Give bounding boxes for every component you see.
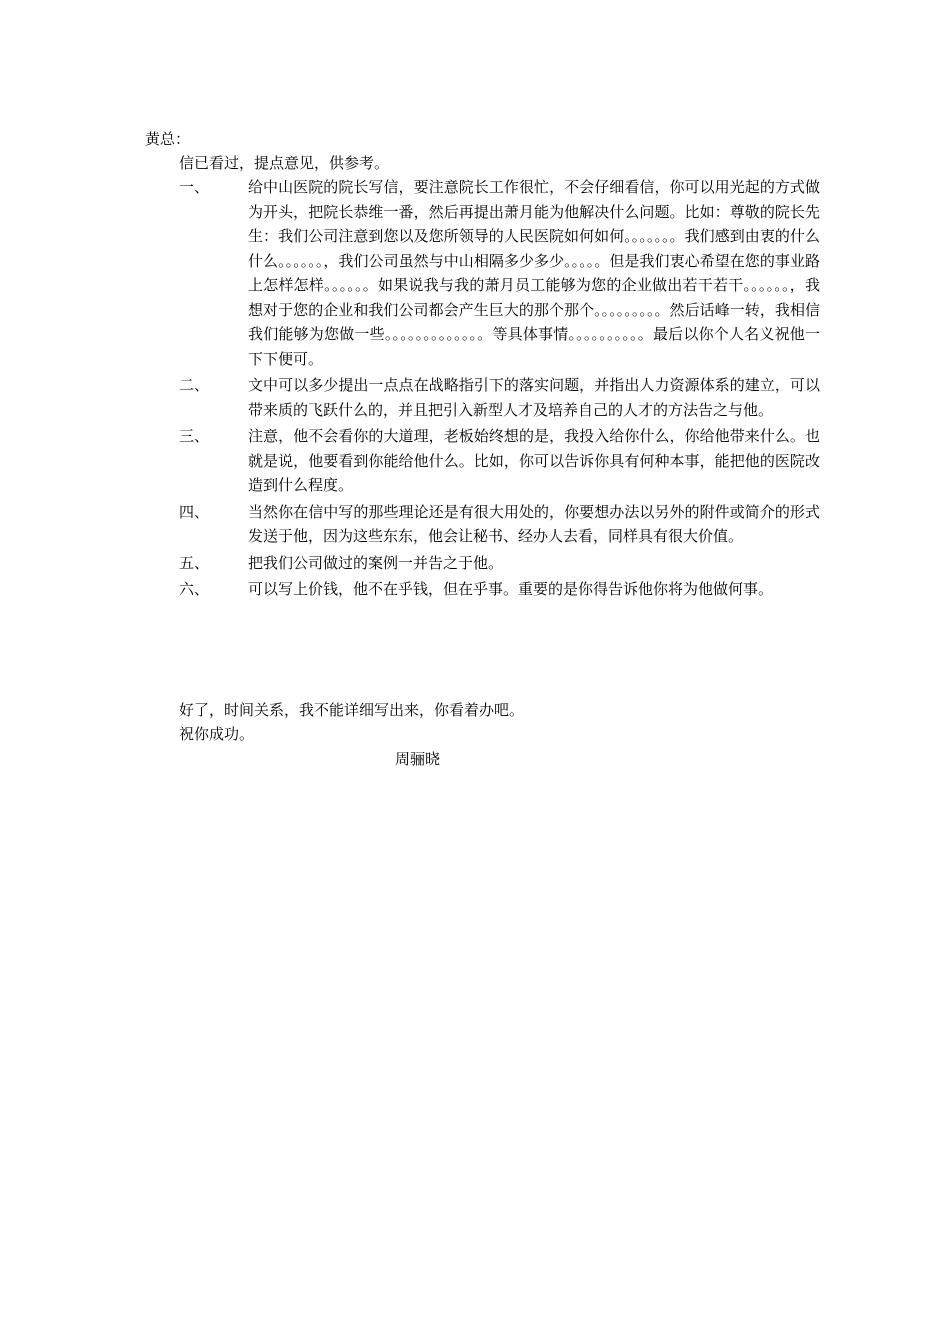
list-item-number: 五、 (179, 553, 210, 572)
list-item-text: 当然你在信中写的那些理论还是有很大用处的，你要想办法以另外的附件或简介的形式发送于他，因为这些东东，他会让秘书、经办人去看，同样具有很大价值。 (248, 502, 820, 545)
list-item (179, 373, 829, 422)
signature: 周骊晓 (395, 750, 441, 768)
list-item-number: 三、 (179, 427, 210, 445)
list-item (179, 500, 829, 549)
list-item-text: 给中山医院的院长写信，要注意院长工作很忙，不会仔细看信，你可以用光起的方式做为开头，把院长恭维一番，然后再提出萧月能为他解决什么问题。比如：尊敬的院长先生：我们公司注意到您以及您所领导的人民医院如何如何。。。。。。。我们感到由衷的什么什么。。。。。。，我们公司虽然与中山相隔多少多少。。。。。但是我们衷心希望在您的事业路上怎样怎样。。。。。。如果说我与我的萧月员工能够为您的企业做出若干若干。。。。。。，我想对于您的企业和我们公司都会产生巨大的那个那个。。。。。。。。。然后话峰一转，我相信我们能够为您做一些。。。。。。。。。。。。。等具体事情。。。。。。。。。。最后以你个人名义祝他一下下便可。 (248, 178, 820, 368)
list-item-number: 二、 (179, 376, 210, 394)
list-item (179, 175, 829, 371)
list-item-number: 六、 (179, 580, 210, 598)
list-item (179, 551, 829, 576)
list-item (179, 577, 829, 602)
list-item-text: 文中可以多少提出一点点在战略指引下的落实问题，并指出人力资源体系的建立，可以带来质的飞跃什么的，并且把引入新型人才及培养自己的人才的方法告之与他。 (248, 376, 820, 419)
list-item (179, 424, 829, 498)
list-item-number: 一、 (179, 178, 210, 196)
list-item-text: 可以写上价钱，他不在乎钱，但在乎事。重要的是你得告诉他你将为他做何事。 (248, 580, 774, 598)
list-item-text: 把我们公司做过的案例一并告之于他。 (248, 553, 504, 572)
numbered-list (179, 175, 829, 604)
salutation: 黄总： (145, 130, 191, 148)
list-item-text: 注意，他不会看你的大道理，老板始终想的是，我投入给你什么，你给他带来什么。也就是说，他要看到你能给他什么。比如，你可以告诉你具有何种本事，能把他的医院改造到什么程度。 (248, 427, 820, 494)
intro-paragraph: 信已看过，提点意见，供参考。 (179, 154, 390, 172)
list-item-number: 四、 (179, 502, 210, 521)
closing-line: 好了，时间关系，我不能详细写出来，你看着办吧。 (179, 701, 525, 719)
closing-wish: 祝你成功。 (179, 725, 255, 743)
